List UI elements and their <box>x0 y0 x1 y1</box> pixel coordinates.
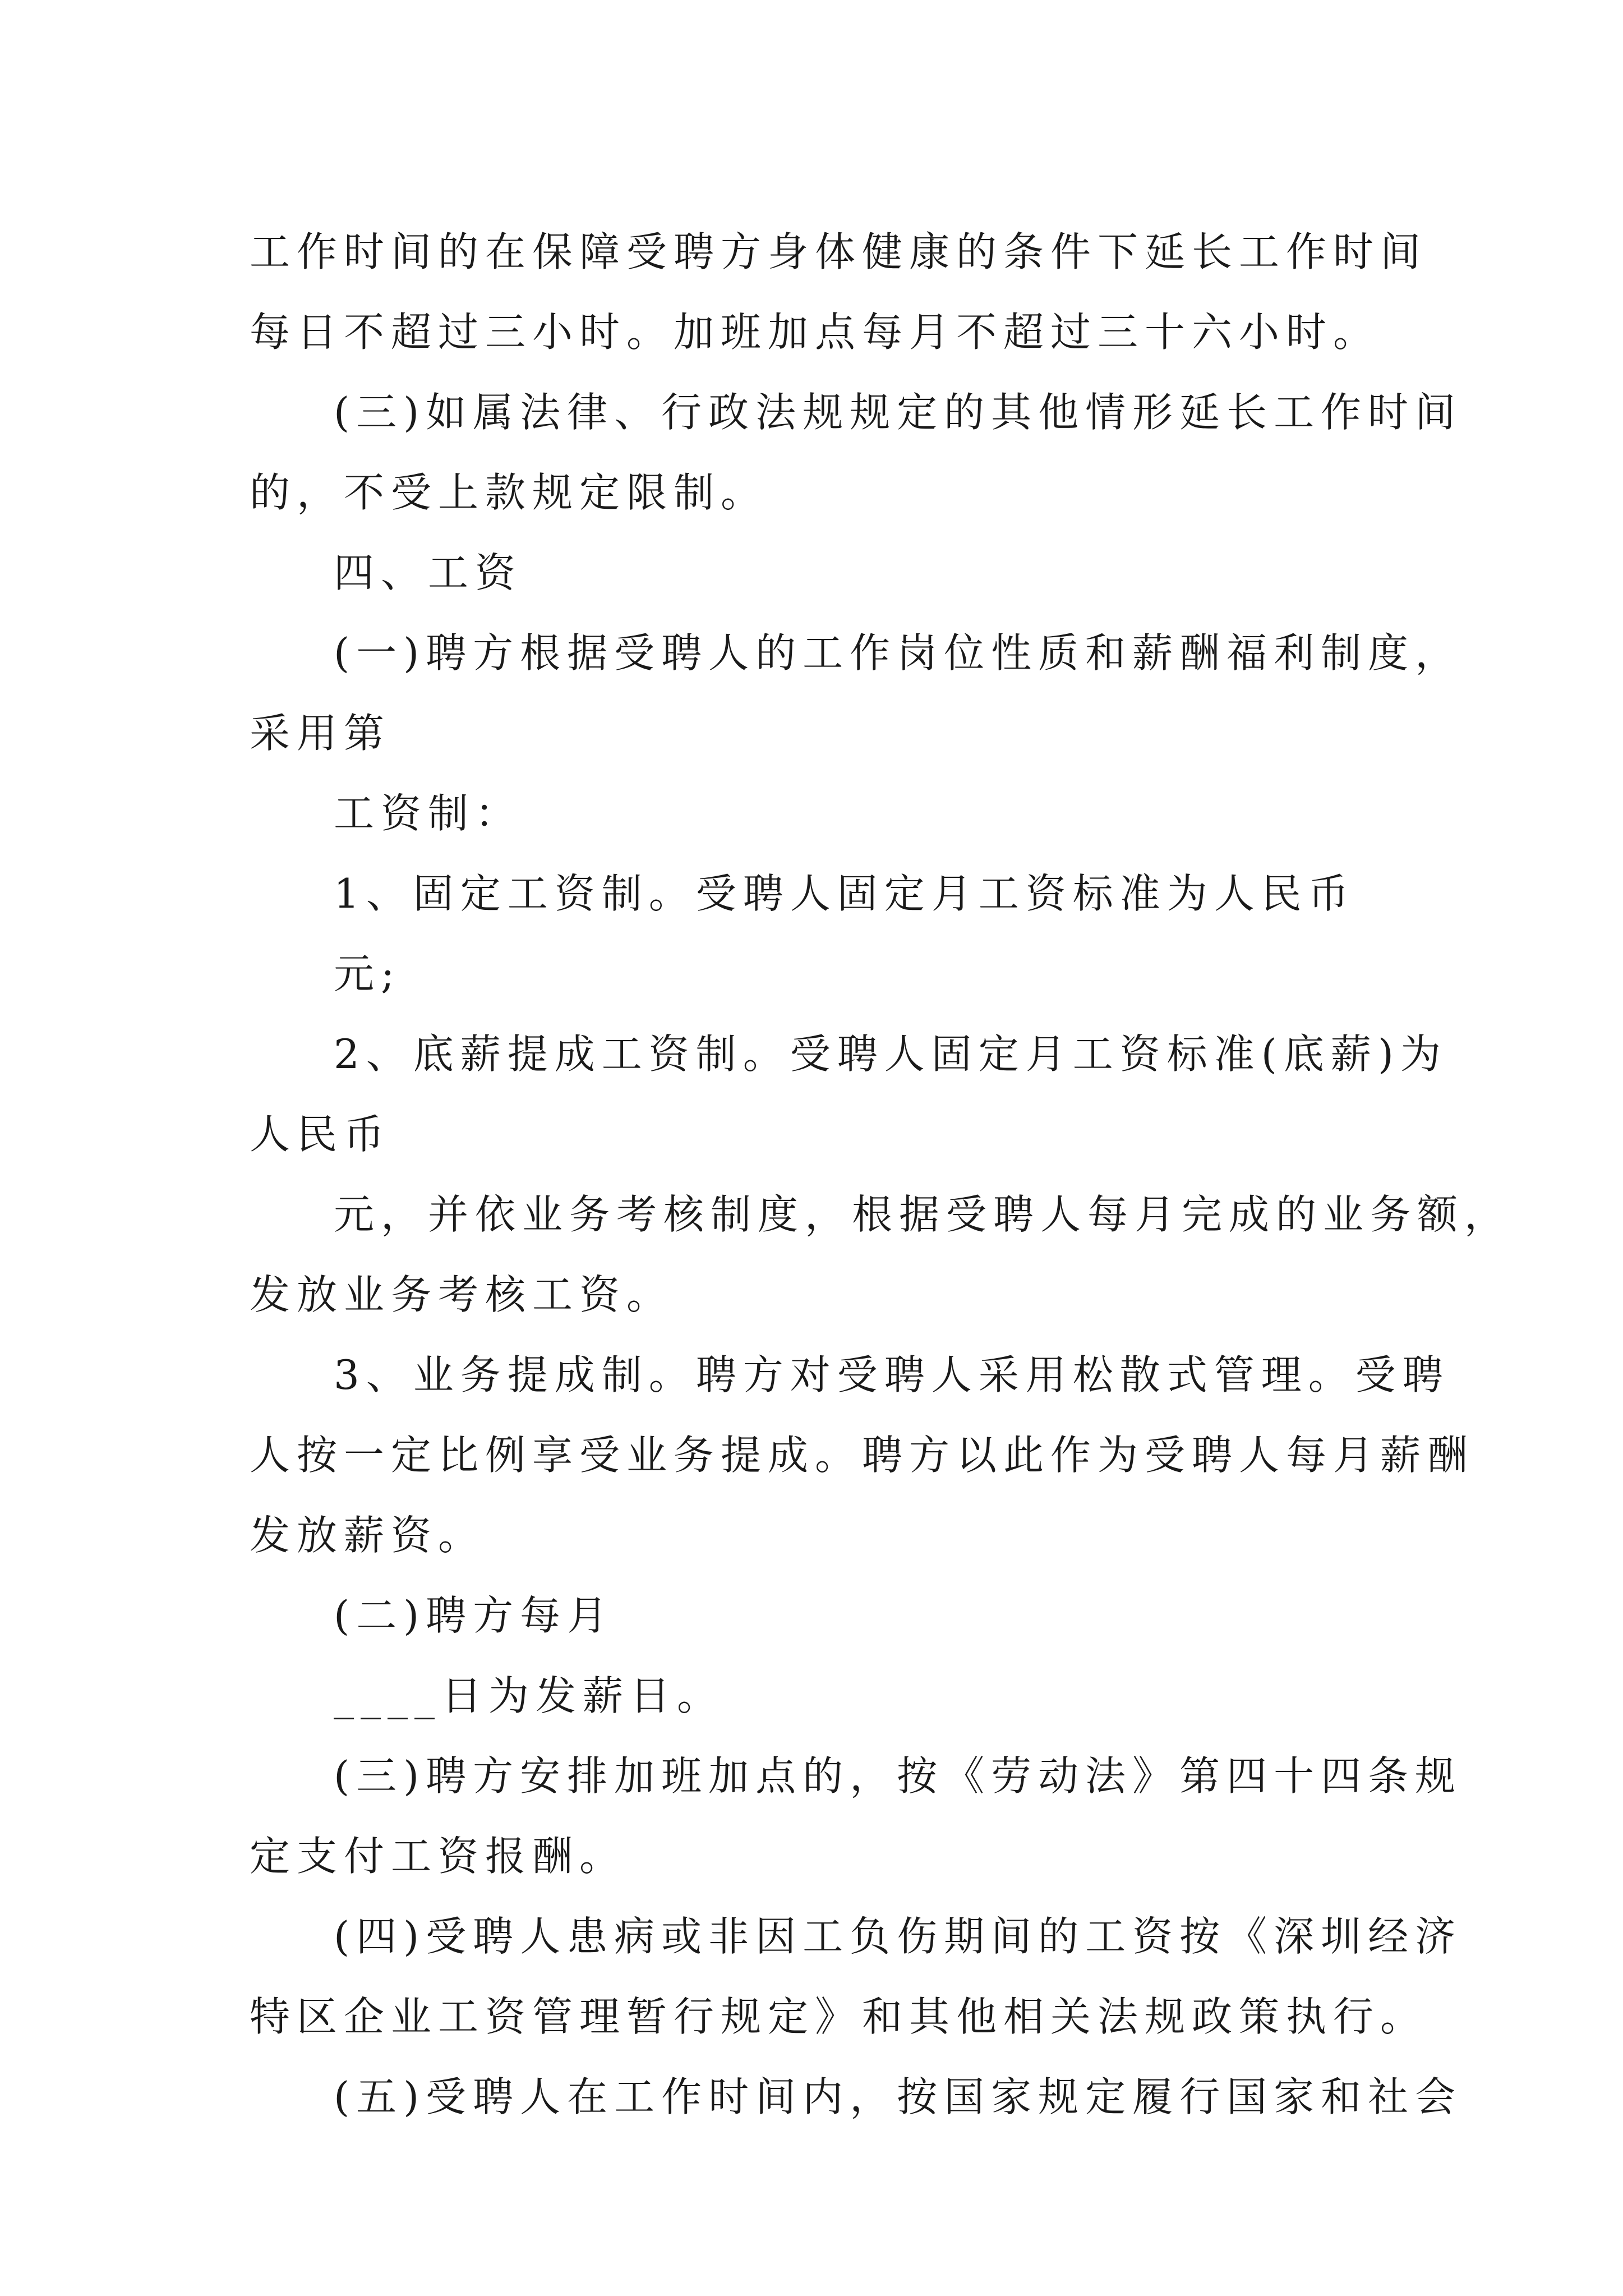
text-line: 1、固定工资制。受聘人固定月工资标准为人民币 <box>334 870 1355 917</box>
text-line: 工作时间的在保障受聘方身体健康的条件下延长工作时间 <box>250 228 1428 275</box>
text-line: 采用第 <box>250 710 391 757</box>
text-line: (一)聘方根据受聘人的工作岗位性质和薪酬福利制度， <box>334 629 1463 677</box>
text-line: 发放薪资。 <box>250 1512 486 1559</box>
text-line: (三)聘方安排加班加点的，按《劳动法》第四十四条规 <box>334 1752 1463 1800</box>
text-line: 人按一定比例享受业务提成。聘方以此作为受聘人每月薪酬 <box>250 1432 1475 1479</box>
text-line: (二)聘方每月 <box>334 1592 615 1639</box>
text-line: 2、底薪提成工资制。受聘人固定月工资标准(底薪)为 <box>334 1030 1447 1078</box>
text-line: 定支付工资报酬。 <box>250 1833 627 1880</box>
text-line: (三)如属法律、行政法规规定的其他情形延长工作时间 <box>334 389 1463 436</box>
text-line: 每日不超过三小时。加班加点每月不超过三十六小时。 <box>250 309 1381 356</box>
text-line: 人民币 <box>250 1111 391 1158</box>
text-line: 特区企业工资管理暂行规定》和其他相关法规政策执行。 <box>250 1993 1428 2040</box>
text-line: ____日为发薪日。 <box>334 1672 725 1719</box>
text-line: 元; <box>334 950 402 997</box>
text-line: (四)受聘人患病或非因工负伤期间的工资按《深圳经济 <box>334 1913 1463 1960</box>
text-line: 四、工资 <box>334 549 523 596</box>
text-line: 的，不受上款规定限制。 <box>250 469 768 516</box>
text-line: 3、业务提成制。聘方对受聘人采用松散式管理。受聘 <box>334 1351 1450 1398</box>
document-body <box>250 212 1512 2137</box>
text-line: 元，并依业务考核制度，根据受聘人每月完成的业务额， <box>334 1191 1512 1238</box>
text-line: 发放业务考核工资。 <box>250 1271 674 1318</box>
text-line: 工资制： <box>334 790 523 837</box>
text-line: (五)受聘人在工作时间内，按国家规定履行国家和社会 <box>334 2073 1463 2120</box>
